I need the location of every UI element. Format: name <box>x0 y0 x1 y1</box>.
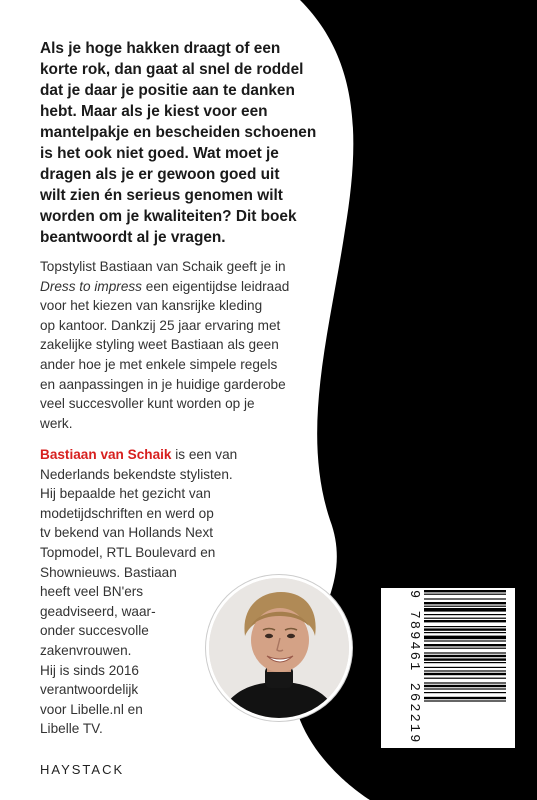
lead-line: dat je daar je positie aan te danken <box>40 82 295 99</box>
barcode-bar <box>424 618 506 619</box>
bio-line: verantwoordelijk <box>40 682 139 698</box>
bio-line: onder succesvolle <box>40 623 149 639</box>
description-line: en aanpassingen in je huidige garderobe <box>40 376 286 392</box>
lead-text <box>40 38 317 248</box>
bio-line: Nederlands bekendste stylisten. <box>40 466 233 482</box>
bio-line <box>40 445 237 465</box>
barcode-bar <box>424 688 506 689</box>
bio-line: Hij bepaalde het gezicht van <box>40 486 211 502</box>
author-portrait <box>206 575 352 721</box>
bio-line: geadviseerd, waar- <box>40 603 156 619</box>
barcode-bar <box>424 648 506 649</box>
barcode-bar <box>424 670 506 671</box>
lead-line: dragen als je er gewoon goed uit <box>40 166 280 183</box>
isbn-number <box>404 590 424 745</box>
bio-line: modetijdschriften en werd op <box>40 505 214 521</box>
lead-line: hebt. Maar als je kiest voor een <box>40 103 268 120</box>
lead-line: beantwoordt al je vragen. <box>40 229 226 246</box>
bio-line-rest: is een van <box>171 447 238 462</box>
barcode-bar <box>424 636 506 640</box>
description-line: werk. <box>40 415 73 431</box>
barcode-bar <box>424 628 506 630</box>
barcode-bar <box>424 620 506 622</box>
lead-line: Als je hoge hakken draagt of een <box>40 40 281 57</box>
author-portrait-illustration <box>209 578 349 718</box>
barcode-bar <box>424 608 506 612</box>
lead-line: worden om je kwaliteiten? Dit boek <box>40 208 297 225</box>
lead-line: mantelpakje en bescheiden schoenen <box>40 124 317 141</box>
barcode-bar <box>424 632 506 633</box>
barcode-bar <box>424 652 506 653</box>
author-bio <box>40 445 237 739</box>
description-line <box>40 277 289 297</box>
lead-line: korte rok, dan gaat al snel de roddel <box>40 61 304 78</box>
barcode-bar <box>424 594 506 595</box>
bio-line: zakenvrouwen. <box>40 642 132 658</box>
publisher-logo: HAYSTACK <box>40 762 125 777</box>
isbn-text: 9 789461 262219 <box>406 590 421 745</box>
description-line: Topstylist Bastiaan van Schaik geeft je in <box>40 259 286 274</box>
lead-line: is het ook niet goed. Wat moet je <box>40 145 279 162</box>
description-line: veel succesvoller kunt worden op je <box>40 396 255 412</box>
barcode-bar <box>424 590 506 592</box>
barcode-bar <box>424 602 506 604</box>
bio-line: heeft veel BN'ers <box>40 584 144 600</box>
barcode-bar <box>424 682 506 683</box>
barcode-bar <box>424 700 506 701</box>
description-line: op kantoor. Dankzij 25 jaar ervaring met <box>40 317 281 333</box>
bio-line: Libelle TV. <box>40 721 103 737</box>
description-line-rest: een eigentijdse leidraad <box>141 278 290 294</box>
isbn-barcode <box>424 590 506 740</box>
barcode-bar <box>424 626 506 627</box>
barcode-bar <box>424 667 506 668</box>
description-line: ander hoe je met enkele simpele regels <box>40 356 278 372</box>
barcode-bar <box>424 606 506 607</box>
bio-line: voor Libelle.nl en <box>40 701 143 717</box>
bio-line: Shownieuws. Bastiaan <box>40 564 177 580</box>
barcode-bar <box>424 678 506 679</box>
author-name: Bastiaan van Schaik <box>40 447 172 462</box>
barcode-bar <box>424 673 506 675</box>
bio-line: tv bekend van Hollands Next <box>40 525 214 541</box>
lead-line: wilt zien én serieus genomen wilt <box>40 187 283 204</box>
description-line: zakelijke styling weet Bastiaan als geen <box>40 337 279 353</box>
description-paragraph <box>40 257 289 433</box>
barcode-bar <box>424 640 506 641</box>
bio-line: Topmodel, RTL Boulevard en <box>40 544 216 560</box>
description-line: voor het kiezen van kansrijke kleding <box>40 298 263 314</box>
barcode-bar <box>424 692 506 693</box>
barcode-bar <box>424 598 506 599</box>
barcode-bar <box>424 614 506 615</box>
barcode-bar <box>424 644 506 646</box>
bio-line: Hij is sinds 2016 <box>40 662 139 678</box>
barcode-bar <box>424 662 506 663</box>
barcode-bar <box>424 697 506 699</box>
barcode-bar <box>424 658 506 660</box>
barcode-bar <box>424 655 506 657</box>
barcode-bar <box>424 685 506 687</box>
book-title-italic: Dress to impress <box>40 278 142 294</box>
